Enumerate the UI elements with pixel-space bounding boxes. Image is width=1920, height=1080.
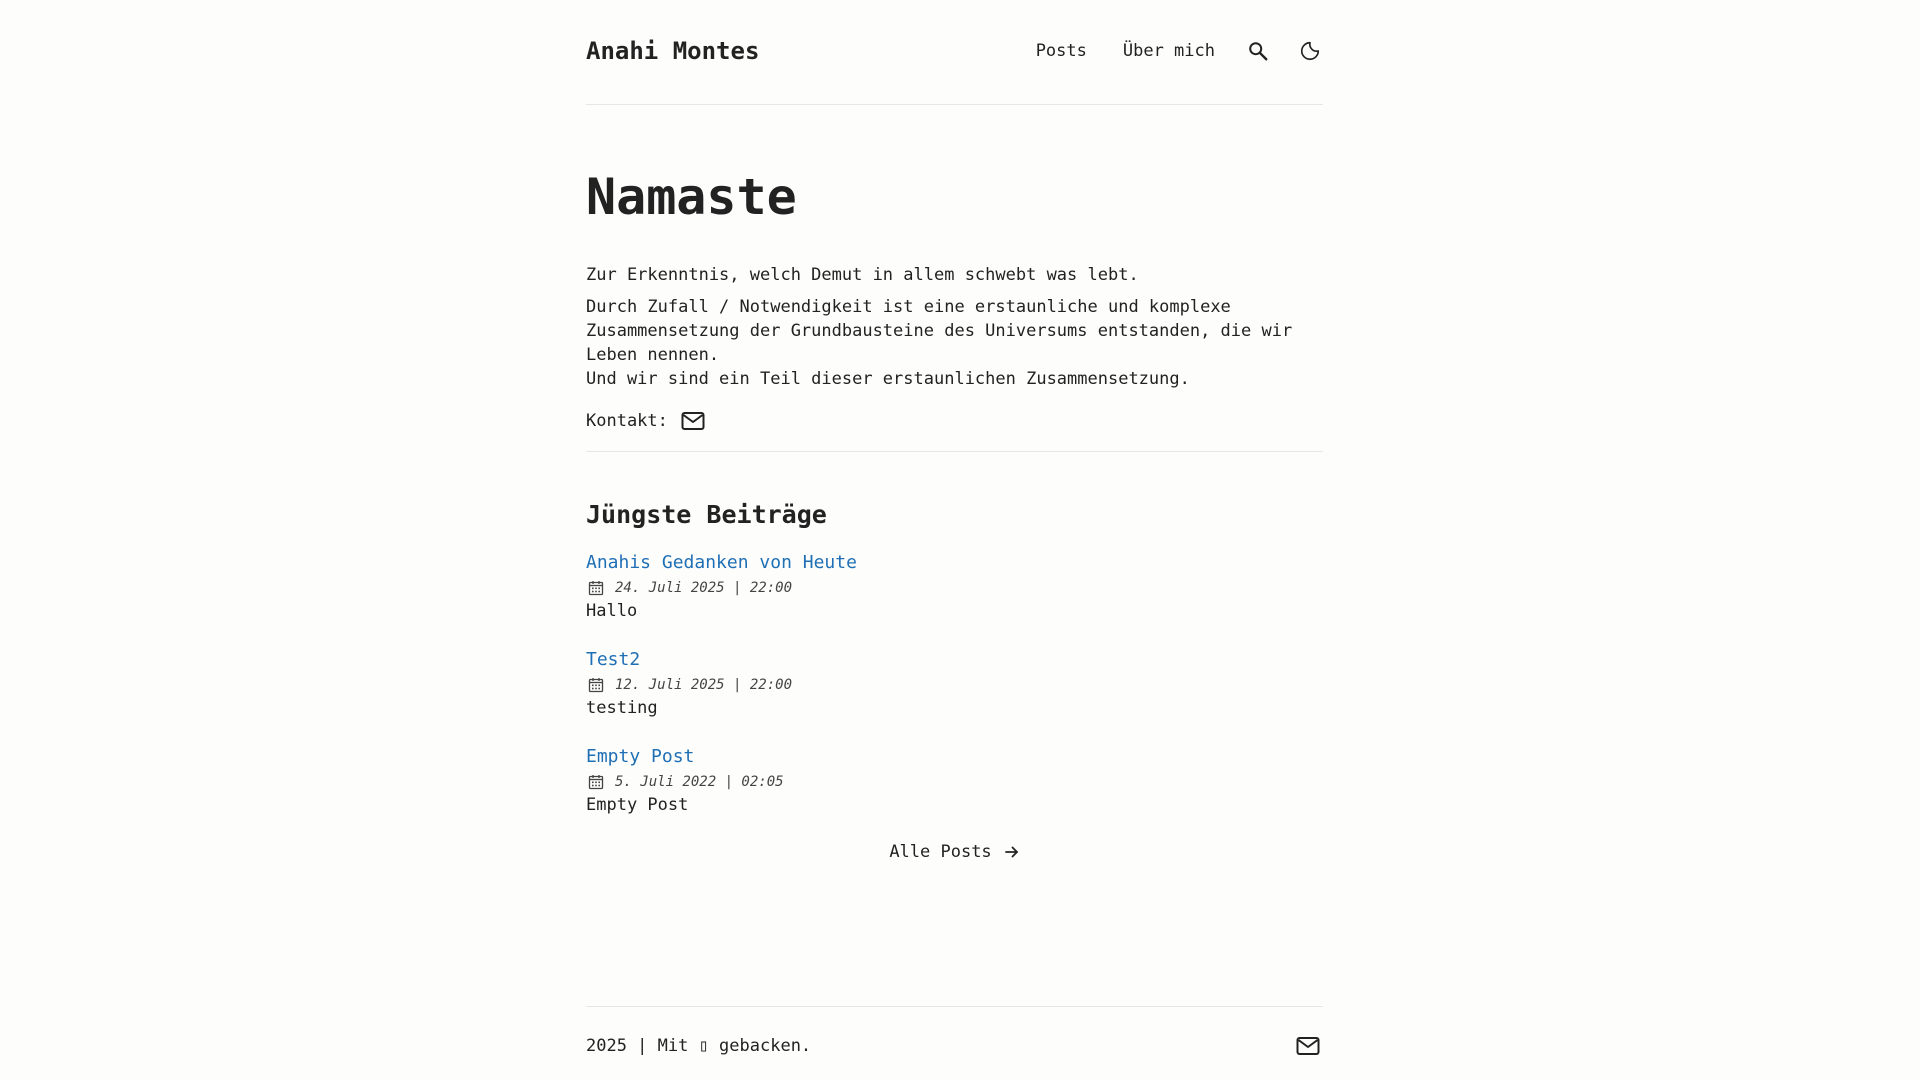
post-description: Empty Post — [586, 795, 689, 815]
page-container — [586, 0, 1323, 1080]
intro-paragraph-2-line-2: Und wir sind ein Teil dieser erstaunlichen Zusammensetzung. — [586, 369, 1190, 389]
calendar-icon — [588, 580, 604, 596]
search-button[interactable] — [1245, 38, 1271, 64]
list-item — [586, 551, 1323, 623]
main-content — [586, 165, 1323, 862]
post-meta — [586, 675, 1323, 695]
recent-posts-title: Jüngste Beiträge — [586, 500, 827, 529]
intro-paragraph-1: Zur Erkenntnis, welch Demut in allem schwebt was lebt. — [586, 265, 1139, 285]
contact-row — [586, 411, 1323, 431]
site-title-link[interactable]: Anahi Montes — [586, 37, 760, 65]
calendar-icon — [588, 774, 604, 790]
post-date: 5. Juli 2022 | 02:05 — [615, 774, 784, 790]
post-title-link[interactable]: Test2 — [586, 649, 641, 670]
intro-text — [586, 263, 1323, 391]
post-meta — [586, 578, 1323, 598]
moon-icon — [1299, 40, 1321, 62]
nav-posts-link[interactable]: Posts — [1035, 41, 1087, 61]
all-posts-row — [586, 842, 1323, 862]
contact-email-button[interactable] — [681, 411, 705, 431]
search-icon — [1247, 40, 1269, 62]
site-header — [586, 0, 1323, 105]
list-item — [586, 745, 1323, 817]
site-footer — [586, 1006, 1323, 1080]
post-description: testing — [586, 698, 658, 718]
intro-paragraph-2 — [586, 295, 1323, 391]
calendar-icon — [588, 677, 604, 693]
list-item — [586, 648, 1323, 720]
post-title-link[interactable]: Anahis Gedanken von Heute — [586, 552, 857, 573]
post-date: 12. Juli 2025 | 22:00 — [615, 677, 793, 693]
post-description: Hallo — [586, 601, 638, 621]
main-nav — [1000, 38, 1323, 64]
arrow-right-icon — [1004, 844, 1020, 860]
all-posts-link[interactable] — [889, 842, 1019, 862]
footer-text: 2025 | Mit ▯ gebacken. — [586, 1035, 812, 1056]
recent-posts-list — [586, 551, 1323, 817]
theme-toggle-button[interactable] — [1297, 38, 1323, 64]
post-title-link[interactable]: Empty Post — [586, 746, 695, 767]
intro-paragraph-2-line-1: Durch Zufall / Notwendigkeit ist eine erstaunliche und komplexe Zusammensetzung der Grundbausteine des Universums entstanden, die wir Leben nennen. — [586, 297, 1293, 365]
nav-about-link[interactable]: Über mich — [1122, 41, 1215, 61]
mail-icon — [1296, 1036, 1320, 1056]
mail-icon — [681, 411, 705, 431]
hero-title: Namaste — [586, 168, 797, 226]
post-date: 24. Juli 2025 | 22:00 — [615, 580, 793, 596]
divider — [586, 451, 1323, 452]
contact-label: Kontakt: — [586, 411, 668, 431]
post-meta — [586, 772, 1323, 792]
all-posts-label: Alle Posts — [889, 842, 992, 862]
footer-email-button[interactable] — [1296, 1036, 1320, 1056]
